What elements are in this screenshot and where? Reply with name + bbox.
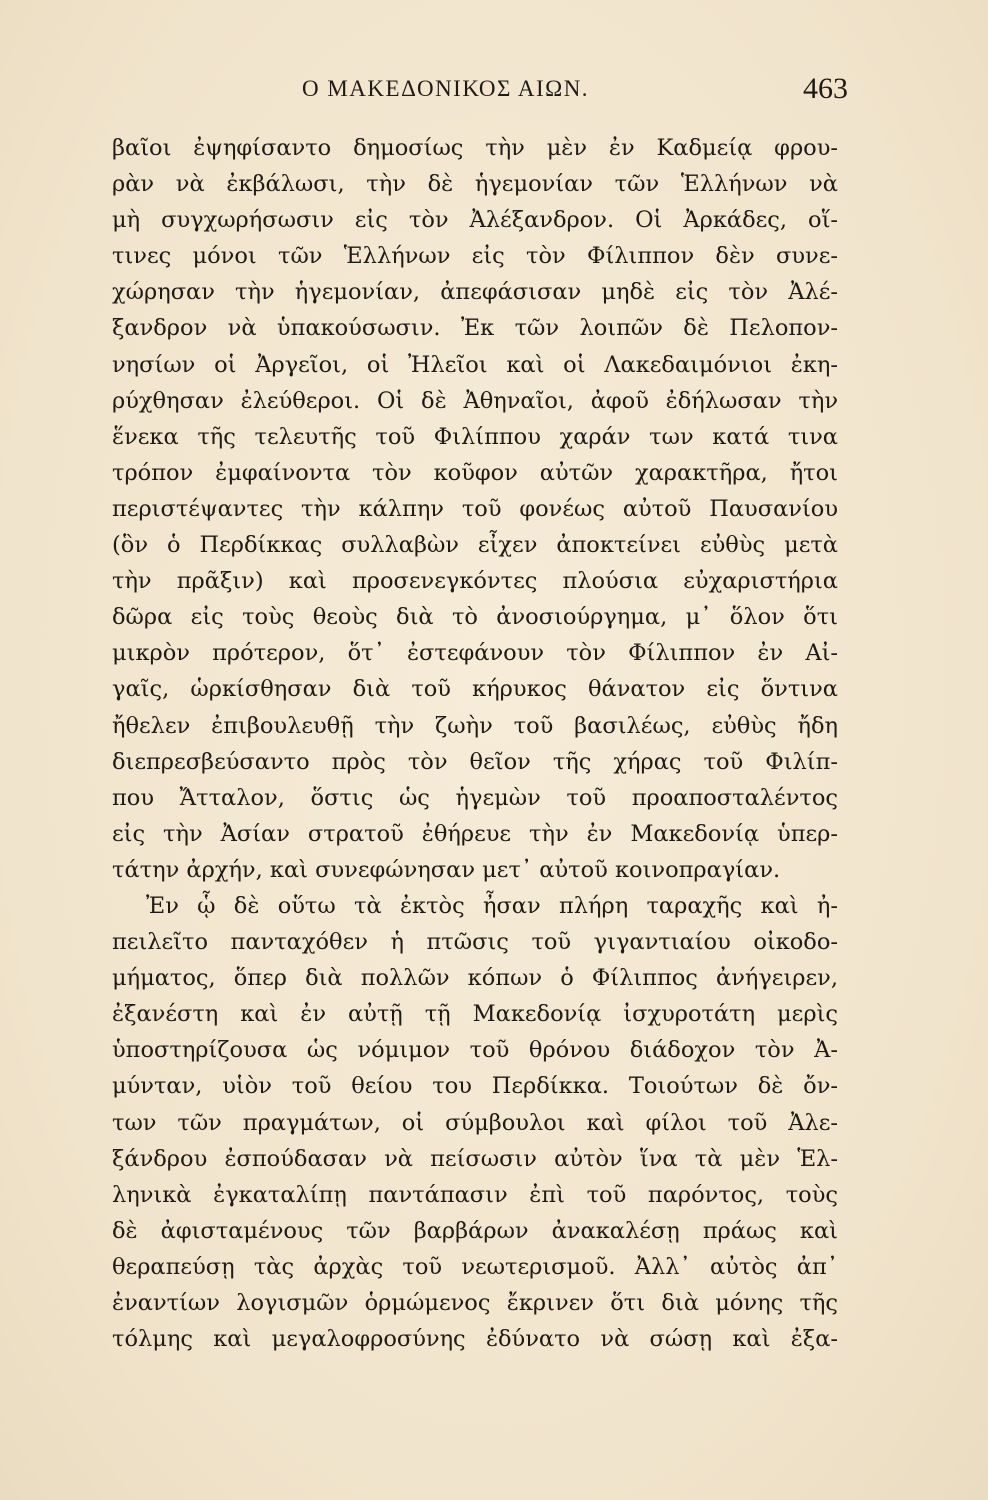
text-line: τρόπον ἐμφαίνοντα τὸν κοῦφον αὐτῶν χαρακτῆρα, ἤτοι bbox=[112, 459, 838, 486]
text-line: διεπρεσβεύσαντο πρὸς τὸν θεῖον τῆς χήρας τοῦ Φιλίπ- bbox=[112, 748, 838, 775]
text-line: ἕνεκα τῆς τελευτῆς τοῦ Φιλίππου χαράν των κατά τινα bbox=[112, 423, 838, 450]
text-line: μύνταν, υἱὸν τοῦ θείου του Περδίκκα. Τοιούτων δὲ ὄν- bbox=[112, 1073, 838, 1100]
text-line: νησίων οἱ Ἀργεῖοι, οἱ Ἠλεῖοι καὶ οἱ Λακεδαιμόνιοι ἐκη- bbox=[112, 351, 838, 378]
text-line: τόλμης καὶ μεγαλοφροσύνης ἐδύνατο νὰ σώσῃ καὶ ἐξα- bbox=[112, 1326, 838, 1353]
text-line: μὴ συγχωρήσωσιν εἰς τὸν Ἀλέξανδρον. Οἱ Ἀρκάδες, οἵ- bbox=[112, 207, 838, 234]
text-line: τινες μόνοι τῶν Ἑλλήνων εἰς τὸν Φίλιππον δὲν συνε- bbox=[112, 243, 838, 270]
text-line: εἰς τὴν Ἀσίαν στρατοῦ ἐθήρευε τὴν ἐν Μακεδονίᾳ ὑπερ- bbox=[112, 820, 838, 847]
text-line: (ὃν ὁ Περδίκκας συλλαβὼν εἶχεν ἀποκτείνει εὐθὺς μετὰ bbox=[112, 532, 838, 559]
text-line: ρύχθησαν ἐλεύθεροι. Οἱ δὲ Ἀθηναῖοι, ἀφοῦ ἐδήλωσαν τὴν bbox=[112, 387, 838, 414]
page-number: 463 bbox=[803, 72, 848, 105]
text-line: μήματος, ὅπερ διὰ πολλῶν κόπων ὁ Φίλιππος ἀνήγειρεν, bbox=[112, 965, 838, 992]
text-line: ληνικὰ ἐγκαταλίπῃ παντάπασιν ἐπὶ τοῦ παρόντος, τοὺς bbox=[112, 1181, 838, 1208]
text-line: θεραπεύσῃ τὰς ἀρχὰς τοῦ νεωτερισμοῦ. Ἀλλ᾽ αὐτὸς ἀπ᾽ bbox=[112, 1253, 838, 1280]
text-line: ρὰν νὰ ἐκβάλωσι, τὴν δὲ ἡγεμονίαν τῶν Ἑλλήνων νὰ bbox=[112, 171, 838, 198]
text-line: γαῖς, ὡρκίσθησαν διὰ τοῦ κήρυκος θάνατον εἰς ὅντινα bbox=[112, 676, 838, 703]
text-line: τάτην ἀρχήν, καὶ συνεφώνησαν μετ᾽ αὐτοῦ κοινοπραγίαν. bbox=[112, 856, 781, 883]
text-line: ὑποστηρίζουσα ὡς νόμιμον τοῦ θρόνου διάδοχον τὸν Ἀ- bbox=[112, 1037, 838, 1064]
text-line: δὲ ἀφισταμένους τῶν βαρβάρων ἀνακαλέσῃ πράως καὶ bbox=[112, 1217, 838, 1244]
text-line: ἐξανέστη καὶ ἐν αὐτῇ τῇ Μακεδονίᾳ ἰσχυροτάτη μερὶς bbox=[112, 1001, 838, 1028]
text-line: ξάνδρου ἐσπούδασαν νὰ πείσωσιν αὐτὸν ἵνα τὰ μὲν Ἑλ- bbox=[112, 1145, 838, 1172]
text-line: χώρησαν τὴν ἡγεμονίαν, ἀπεφάσισαν μηδὲ εἰς τὸν Ἀλέ- bbox=[112, 279, 838, 306]
body-text bbox=[112, 130, 838, 1357]
text-line: που Ἄτταλον, ὅστις ὡς ἡγεμὼν τοῦ προαποσταλέντος bbox=[112, 784, 838, 811]
text-line: ἤθελεν ἐπιβουλευθῇ τὴν ζωὴν τοῦ βασιλέως, εὐθὺς ἤδη bbox=[112, 712, 838, 739]
running-title: Ο ΜΑΚΕΔΟΝΙΚΟΣ ΑΙΩΝ. bbox=[302, 76, 590, 101]
running-head bbox=[0, 74, 988, 108]
text-line: ἐναντίων λογισμῶν ὁρμώμενος ἔκρινεν ὅτι διὰ μόνης τῆς bbox=[112, 1290, 838, 1316]
text-line: βαῖοι ἐψηφίσαντο δημοσίως τὴν μὲν ἐν Καδμείᾳ φρου- bbox=[112, 135, 838, 161]
text-line: περιστέψαντες τὴν κάλπην τοῦ φονέως αὐτοῦ Παυσανίου bbox=[112, 495, 838, 522]
text-line: Ἐν ᾧ δὲ οὕτω τὰ ἐκτὸς ἦσαν πλήρη ταραχῆς καὶ ἠ- bbox=[146, 892, 838, 919]
text-line: των τῶν πραγμάτων, οἱ σύμβουλοι καὶ φίλοι τοῦ Ἀλε- bbox=[112, 1109, 838, 1136]
text-line: τὴν πρᾶξιν) καὶ προσενεγκόντες πλούσια εὐχαριστήρια bbox=[112, 568, 838, 595]
text-line: ξανδρον νὰ ὑπακούσωσιν. Ἐκ τῶν λοιπῶν δὲ Πελοπον- bbox=[112, 315, 838, 342]
text-line: δῶρα εἰς τοὺς θεοὺς διὰ τὸ ἀνοσιούργημα, μ᾽ ὅλον ὅτι bbox=[112, 604, 838, 631]
text-line: μικρὸν πρότερον, ὅτ᾽ ἐστεφάνουν τὸν Φίλιππον ἐν Αἰ- bbox=[112, 640, 838, 667]
text-line: πειλεῖτο πανταχόθεν ἡ πτῶσις τοῦ γιγαντιαίου οἰκοδο- bbox=[112, 929, 838, 956]
